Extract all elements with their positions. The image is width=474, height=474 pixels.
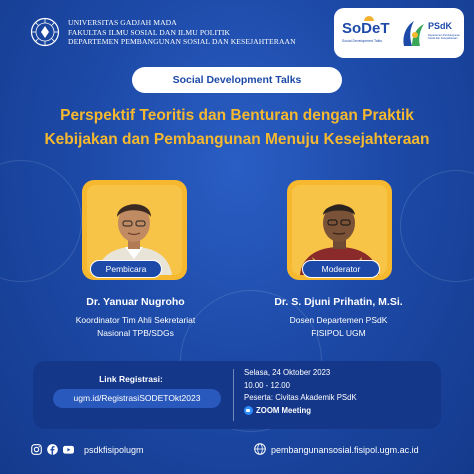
sodet-logo-subtitle: Social Development Talks: [342, 39, 383, 43]
partner-logos: [334, 8, 464, 58]
event-info-box: [33, 361, 441, 429]
poster-header: [0, 0, 474, 62]
faculty-name: FAKULTAS ILMU SOSIAL DAN ILMU POLITIK: [68, 27, 231, 37]
series-badge: Social Development Talks: [132, 67, 342, 93]
moderator-description-line: FISIPOL UGM: [311, 328, 366, 338]
moderator-description-line: Dosen Departemen PSdK: [289, 315, 388, 325]
event-platform: [244, 405, 357, 418]
website-url[interactable]: pembangunansosial.fisipol.ugm.ac.id: [271, 445, 419, 455]
registration-label: Link Registrasi:: [99, 374, 163, 384]
poster-footer: [0, 438, 474, 462]
university-name-block: [68, 18, 296, 47]
decorative-circle: [0, 160, 82, 282]
moderator-name: Dr. S. Djuni Prihatin, M.Si.: [274, 296, 403, 308]
event-date: Selasa, 24 Oktober 2023: [244, 368, 331, 377]
speaker-role-badge: Pembicara: [90, 260, 162, 278]
youtube-icon[interactable]: [63, 444, 74, 455]
speaker-name: Dr. Yanuar Nugroho: [86, 296, 185, 308]
department-name: DEPARTEMEN PEMBANGUNAN SOSIAL DAN KESEJAHTERAAN: [68, 37, 296, 47]
sodet-logo: SoDeT: [342, 20, 390, 37]
registration-link[interactable]: ugm.id/RegistrasiSODETOkt2023: [53, 389, 221, 408]
speaker-description-line: Koordinator Tim Ahli Sekretariat: [75, 315, 196, 325]
event-title-line: Kebijakan dan Pembangunan Menuju Kesejahteraan: [44, 131, 430, 148]
globe-icon: [254, 443, 266, 455]
event-audience: Peserta: Civitas Akademik PSdK: [244, 393, 357, 402]
social-handle: psdkfisipolugm: [84, 445, 144, 455]
speaker-description-line: Nasional TPB/SDGs: [97, 328, 174, 338]
ugm-logo-icon: [30, 17, 60, 47]
facebook-icon[interactable]: [47, 444, 58, 455]
psdk-logo-mark-icon: [400, 18, 426, 48]
moderator-role-badge: Moderator: [302, 260, 380, 278]
event-details: [244, 367, 357, 417]
psdk-logo-subtitle: Departemen Pembangunan Sosial dan Kesejahteraan: [428, 34, 460, 41]
decorative-circle: [400, 170, 474, 282]
instagram-icon[interactable]: [31, 444, 42, 455]
event-title-line: Perspektif Teoritis dan Benturan dengan Praktik: [60, 107, 414, 124]
event-title: [0, 104, 474, 152]
moderator-description: [220, 314, 457, 340]
event-time: 10.00 - 12.00: [244, 380, 290, 390]
info-divider: [233, 369, 234, 421]
speaker-description: [17, 314, 254, 340]
event-platform-label: ZOOM Meeting: [256, 405, 312, 415]
psdk-logo: PSdK: [428, 21, 453, 31]
university-name: UNIVERSITAS GADJAH MADA: [68, 18, 177, 27]
zoom-icon: [244, 406, 253, 415]
